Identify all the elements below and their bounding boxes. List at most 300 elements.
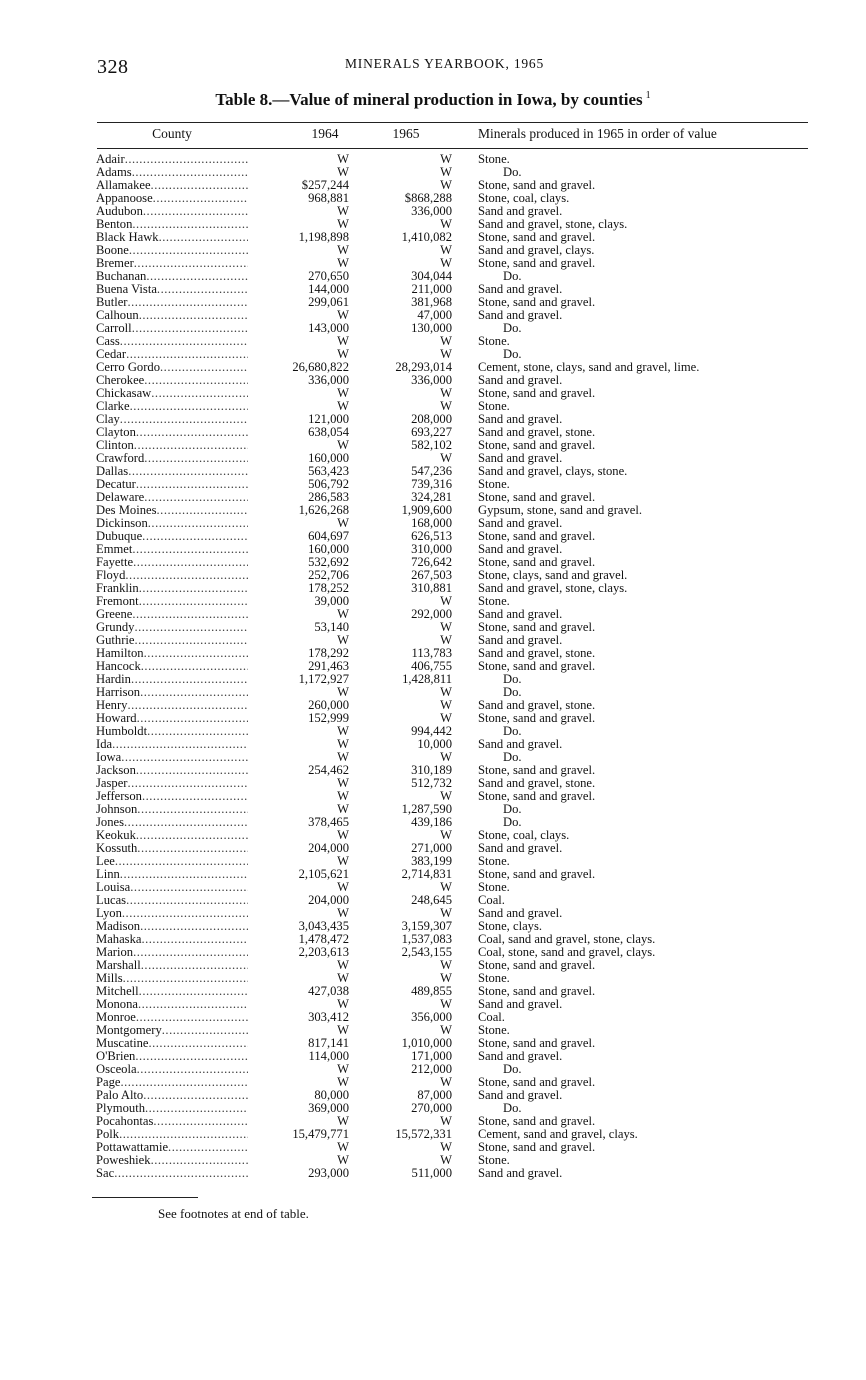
minerals-cell: Sand and gravel, stone, clays. bbox=[478, 217, 628, 231]
minerals-cell: Cement, sand and gravel, clays. bbox=[478, 1127, 638, 1141]
county-cell: Lucas ..... bbox=[96, 894, 248, 907]
page-number: 328 bbox=[97, 56, 129, 78]
minerals-cell: Coal, sand and gravel, stone, clays. bbox=[478, 932, 656, 946]
header-county: County bbox=[152, 126, 192, 141]
county-cell: Dickinson ..... bbox=[96, 517, 248, 530]
value-1964-cell: W bbox=[337, 1023, 349, 1037]
minerals-cell: Stone, sand and gravel. bbox=[478, 1114, 596, 1128]
county-cell: Harrison ..... bbox=[96, 686, 248, 699]
minerals-cell: Stone, clays. bbox=[478, 919, 543, 933]
minerals-cell: Stone. bbox=[478, 1023, 510, 1037]
county-cell: Appanoose ..... bbox=[96, 192, 248, 205]
table-row bbox=[0, 1102, 866, 1115]
value-1964-cell: W bbox=[337, 802, 349, 816]
minerals-cell: Cement, stone, clays, sand and gravel, lime. bbox=[478, 360, 700, 374]
minerals-cell: Do. bbox=[503, 347, 522, 361]
value-1965-cell: W bbox=[440, 386, 452, 400]
value-1965-cell: W bbox=[440, 217, 452, 231]
value-1965-cell: 310,189 bbox=[411, 763, 452, 777]
county-cell: Ida ..... bbox=[96, 738, 248, 751]
value-1965-cell: 336,000 bbox=[411, 204, 452, 218]
county-cell: Butler ..... bbox=[96, 296, 248, 309]
minerals-cell: Stone, sand and gravel. bbox=[478, 984, 596, 998]
table-row bbox=[0, 777, 866, 790]
table-row bbox=[0, 686, 866, 699]
table-title bbox=[0, 90, 866, 110]
value-1965-cell: 171,000 bbox=[411, 1049, 452, 1063]
county-cell: Osceola ..... bbox=[96, 1063, 248, 1076]
table-row bbox=[0, 153, 866, 166]
table-row bbox=[0, 985, 866, 998]
running-head: MINERALS YEARBOOK, 1965 bbox=[345, 56, 545, 71]
value-1964-cell: 144,000 bbox=[308, 282, 349, 296]
county-cell: Poweshiek ..... bbox=[96, 1154, 248, 1167]
value-1964-cell: W bbox=[337, 399, 349, 413]
value-1964-cell: 291,463 bbox=[308, 659, 349, 673]
value-1964-cell: 2,105,621 bbox=[298, 867, 349, 881]
minerals-cell: Stone, sand and gravel. bbox=[478, 659, 596, 673]
value-1965-cell: 310,881 bbox=[411, 581, 452, 595]
value-1964-cell: W bbox=[337, 516, 349, 530]
minerals-cell: Sand and gravel. bbox=[478, 906, 563, 920]
value-1965-cell: 439,186 bbox=[411, 815, 452, 829]
value-1965-cell: 324,281 bbox=[411, 490, 452, 504]
county-cell: Howard ..... bbox=[96, 712, 248, 725]
county-cell: Sac ..... bbox=[96, 1167, 248, 1180]
county-cell: Chickasaw ..... bbox=[96, 387, 248, 400]
county-cell: Black Hawk ..... bbox=[96, 231, 248, 244]
value-1964-cell: 299,061 bbox=[308, 295, 349, 309]
value-1964-cell: W bbox=[337, 243, 349, 257]
table-row bbox=[0, 1011, 866, 1024]
minerals-cell: Sand and gravel. bbox=[478, 1166, 563, 1180]
minerals-cell: Sand and gravel. bbox=[478, 308, 563, 322]
county-cell: Buchanan ..... bbox=[96, 270, 248, 283]
value-1965-cell: 2,714,831 bbox=[401, 867, 452, 881]
value-1965-cell: 28,293,014 bbox=[395, 360, 452, 374]
minerals-cell: Stone. bbox=[478, 971, 510, 985]
county-cell: Cedar ..... bbox=[96, 348, 248, 361]
county-cell: Carroll ..... bbox=[96, 322, 248, 335]
value-1964-cell: 260,000 bbox=[308, 698, 349, 712]
minerals-cell: Sand and gravel, stone, clays. bbox=[478, 581, 628, 595]
minerals-cell: Stone, coal, clays. bbox=[478, 828, 570, 842]
value-1965-cell: 15,572,331 bbox=[395, 1127, 452, 1141]
value-1964-cell: W bbox=[337, 165, 349, 179]
minerals-cell: Stone. bbox=[478, 477, 510, 491]
county-cell: Hardin ..... bbox=[96, 673, 248, 686]
county-cell: Cerro Gordo ..... bbox=[96, 361, 248, 374]
county-cell: Bremer ..... bbox=[96, 257, 248, 270]
value-1965-cell: 626,513 bbox=[411, 529, 452, 543]
minerals-cell: Sand and gravel. bbox=[478, 1088, 563, 1102]
minerals-cell: Stone, sand and gravel. bbox=[478, 1140, 596, 1154]
minerals-cell: Do. bbox=[503, 672, 522, 686]
table-row bbox=[0, 387, 866, 400]
county-cell: Calhoun ..... bbox=[96, 309, 248, 322]
value-1965-cell: 270,000 bbox=[411, 1101, 452, 1115]
table-row bbox=[0, 1128, 866, 1141]
value-1965-cell: W bbox=[440, 334, 452, 348]
value-1964-cell: W bbox=[337, 906, 349, 920]
minerals-cell: Stone, sand and gravel. bbox=[478, 789, 596, 803]
value-1964-cell: 532,692 bbox=[308, 555, 349, 569]
value-1965-cell: W bbox=[440, 1023, 452, 1037]
value-1964-cell: W bbox=[337, 997, 349, 1011]
value-1965-cell: W bbox=[440, 152, 452, 166]
county-cell: Keokuk ..... bbox=[96, 829, 248, 842]
minerals-cell: Sand and gravel, stone. bbox=[478, 425, 596, 439]
county-cell: Hancock ..... bbox=[96, 660, 248, 673]
value-1964-cell: W bbox=[337, 958, 349, 972]
value-1965-cell: 130,000 bbox=[411, 321, 452, 335]
county-cell: Jefferson ..... bbox=[96, 790, 248, 803]
value-1964-cell: 286,583 bbox=[308, 490, 349, 504]
value-1965-cell: 87,000 bbox=[417, 1088, 452, 1102]
value-1964-cell: 1,478,472 bbox=[298, 932, 349, 946]
value-1964-cell: 114,000 bbox=[308, 1049, 349, 1063]
value-1965-cell: 1,537,083 bbox=[401, 932, 452, 946]
minerals-cell: Sand and gravel. bbox=[478, 282, 563, 296]
county-cell: Kossuth ..... bbox=[96, 842, 248, 855]
value-1965-cell: 168,000 bbox=[411, 516, 452, 530]
value-1965-cell: 739,316 bbox=[411, 477, 452, 491]
minerals-cell: Stone, sand and gravel. bbox=[478, 490, 596, 504]
value-1964-cell: 270,650 bbox=[308, 269, 349, 283]
value-1965-cell: 582,102 bbox=[411, 438, 452, 452]
value-1964-cell: W bbox=[337, 1140, 349, 1154]
minerals-cell: Gypsum, stone, sand and gravel. bbox=[478, 503, 643, 517]
table-row bbox=[0, 946, 866, 959]
minerals-cell: Do. bbox=[503, 724, 522, 738]
county-cell: Des Moines ..... bbox=[96, 504, 248, 517]
value-1965-cell: 1,428,811 bbox=[402, 672, 452, 686]
minerals-cell: Do. bbox=[503, 1062, 522, 1076]
minerals-cell: Coal. bbox=[478, 1010, 505, 1024]
value-1965-cell: W bbox=[440, 178, 452, 192]
value-1964-cell: 638,054 bbox=[308, 425, 349, 439]
county-cell: Adams ..... bbox=[96, 166, 248, 179]
value-1965-cell: W bbox=[440, 243, 452, 257]
county-cell: Fremont ..... bbox=[96, 595, 248, 608]
county-cell: Pocahontas ..... bbox=[96, 1115, 248, 1128]
county-cell: Montgomery ..... bbox=[96, 1024, 248, 1037]
value-1964-cell: W bbox=[337, 724, 349, 738]
county-cell: Grundy ..... bbox=[96, 621, 248, 634]
county-cell: Greene ..... bbox=[96, 608, 248, 621]
table-row bbox=[0, 1141, 866, 1154]
value-1964-cell: W bbox=[337, 633, 349, 647]
value-1964-cell: W bbox=[337, 1062, 349, 1076]
value-1965-cell: 1,010,000 bbox=[401, 1036, 452, 1050]
county-cell: Marion ..... bbox=[96, 946, 248, 959]
minerals-cell: Stone. bbox=[478, 854, 510, 868]
value-1964-cell: W bbox=[337, 217, 349, 231]
header-1965: 1965 bbox=[392, 126, 420, 141]
minerals-cell: Sand and gravel. bbox=[478, 1049, 563, 1063]
county-cell: Mills ..... bbox=[96, 972, 248, 985]
value-1964-cell: 178,252 bbox=[308, 581, 349, 595]
minerals-cell: Sand and gravel. bbox=[478, 451, 563, 465]
value-1965-cell: 1,410,082 bbox=[401, 230, 452, 244]
value-1965-cell: 547,236 bbox=[411, 464, 452, 478]
table-row bbox=[0, 816, 866, 829]
value-1964-cell: W bbox=[337, 334, 349, 348]
table-row bbox=[0, 335, 866, 348]
value-1964-cell: 3,043,435 bbox=[298, 919, 349, 933]
value-1965-cell: 47,000 bbox=[417, 308, 452, 322]
value-1964-cell: 303,412 bbox=[308, 1010, 349, 1024]
minerals-cell: Sand and gravel. bbox=[478, 516, 563, 530]
value-1965-cell: W bbox=[440, 1075, 452, 1089]
value-1965-cell: 693,227 bbox=[411, 425, 452, 439]
minerals-cell: Stone. bbox=[478, 594, 510, 608]
value-1964-cell: 26,680,822 bbox=[292, 360, 349, 374]
value-1965-cell: 383,199 bbox=[411, 854, 452, 868]
county-cell: Guthrie ..... bbox=[96, 634, 248, 647]
value-1964-cell: W bbox=[337, 776, 349, 790]
footnote-rule bbox=[92, 1197, 198, 1198]
value-1965-cell: W bbox=[440, 1140, 452, 1154]
county-cell: Cass ..... bbox=[96, 335, 248, 348]
value-1965-cell: W bbox=[440, 594, 452, 608]
county-cell: Madison ..... bbox=[96, 920, 248, 933]
county-cell: Plymouth ..... bbox=[96, 1102, 248, 1115]
minerals-cell: Stone, sand and gravel. bbox=[478, 958, 596, 972]
value-1964-cell: W bbox=[337, 828, 349, 842]
minerals-cell: Sand and gravel. bbox=[478, 633, 563, 647]
table-row bbox=[0, 1167, 866, 1180]
minerals-cell: Sand and gravel. bbox=[478, 412, 563, 426]
value-1965-cell: 1,287,590 bbox=[401, 802, 452, 816]
value-1964-cell: W bbox=[337, 750, 349, 764]
table-row bbox=[0, 894, 866, 907]
minerals-cell: Sand and gravel. bbox=[478, 841, 563, 855]
minerals-cell: Do. bbox=[503, 1101, 522, 1115]
value-1965-cell: W bbox=[440, 347, 452, 361]
county-cell: Audubon ..... bbox=[96, 205, 248, 218]
county-cell: Mahaska ..... bbox=[96, 933, 248, 946]
minerals-cell: Stone. bbox=[478, 1153, 510, 1167]
minerals-cell: Sand and gravel. bbox=[478, 204, 563, 218]
value-1964-cell: 427,038 bbox=[308, 984, 349, 998]
value-1965-cell: 381,968 bbox=[411, 295, 452, 309]
value-1965-cell: W bbox=[440, 750, 452, 764]
value-1965-cell: 10,000 bbox=[417, 737, 452, 751]
table-row bbox=[0, 959, 866, 972]
minerals-cell: Sand and gravel, stone. bbox=[478, 776, 596, 790]
table-header bbox=[0, 126, 866, 144]
minerals-cell: Do. bbox=[503, 685, 522, 699]
value-1964-cell: W bbox=[337, 308, 349, 322]
county-cell: Clay ..... bbox=[96, 413, 248, 426]
value-1964-cell: 604,697 bbox=[308, 529, 349, 543]
value-1965-cell: 2,543,155 bbox=[401, 945, 452, 959]
value-1964-cell: 152,999 bbox=[308, 711, 349, 725]
county-cell: Emmet ..... bbox=[96, 543, 248, 556]
value-1964-cell: 336,000 bbox=[308, 373, 349, 387]
value-1965-cell: W bbox=[440, 711, 452, 725]
value-1964-cell: 80,000 bbox=[314, 1088, 349, 1102]
table-row bbox=[0, 738, 866, 751]
county-cell: Muscatine ..... bbox=[96, 1037, 248, 1050]
minerals-cell: Coal. bbox=[478, 893, 505, 907]
county-cell: Dallas ..... bbox=[96, 465, 248, 478]
county-cell: Benton ..... bbox=[96, 218, 248, 231]
table-top-rule bbox=[97, 122, 808, 123]
value-1965-cell: W bbox=[440, 1153, 452, 1167]
table-row bbox=[0, 205, 866, 218]
table-row bbox=[0, 1063, 866, 1076]
value-1964-cell: 506,792 bbox=[308, 477, 349, 491]
value-1964-cell: 254,462 bbox=[308, 763, 349, 777]
minerals-cell: Stone, sand and gravel. bbox=[478, 867, 596, 881]
county-cell: Boone ..... bbox=[96, 244, 248, 257]
county-cell: Crawford ..... bbox=[96, 452, 248, 465]
minerals-cell: Stone, clays, sand and gravel. bbox=[478, 568, 628, 582]
value-1965-cell: 994,442 bbox=[411, 724, 452, 738]
county-cell: Johnson ..... bbox=[96, 803, 248, 816]
minerals-cell: Stone, sand and gravel. bbox=[478, 620, 596, 634]
value-1965-cell: 310,000 bbox=[411, 542, 452, 556]
minerals-cell: Sand and gravel. bbox=[478, 607, 563, 621]
value-1964-cell: 293,000 bbox=[308, 1166, 349, 1180]
value-1965-cell: 292,000 bbox=[411, 607, 452, 621]
value-1965-cell: W bbox=[440, 1114, 452, 1128]
value-1964-cell: W bbox=[337, 1114, 349, 1128]
value-1965-cell: 271,000 bbox=[411, 841, 452, 855]
county-cell: Decatur ..... bbox=[96, 478, 248, 491]
value-1965-cell: 267,503 bbox=[411, 568, 452, 582]
minerals-cell: Stone, sand and gravel. bbox=[478, 230, 596, 244]
value-1965-cell: 336,000 bbox=[411, 373, 452, 387]
header-1964: 1964 bbox=[311, 126, 339, 141]
table-row bbox=[0, 231, 866, 244]
table-row bbox=[0, 621, 866, 634]
minerals-cell: Sand and gravel. bbox=[478, 373, 563, 387]
county-cell: Jackson ..... bbox=[96, 764, 248, 777]
value-1964-cell: 378,465 bbox=[308, 815, 349, 829]
value-1964-cell: 53,140 bbox=[314, 620, 349, 634]
county-cell: Dubuque ..... bbox=[96, 530, 248, 543]
county-cell: Delaware ..... bbox=[96, 491, 248, 504]
county-cell: Franklin ..... bbox=[96, 582, 248, 595]
minerals-cell: Sand and gravel. bbox=[478, 737, 563, 751]
minerals-cell: Sand and gravel, clays, stone. bbox=[478, 464, 628, 478]
value-1964-cell: $257,244 bbox=[301, 178, 349, 192]
value-1964-cell: W bbox=[337, 854, 349, 868]
value-1964-cell: 1,172,927 bbox=[298, 672, 349, 686]
county-cell: Humboldt ..... bbox=[96, 725, 248, 738]
value-1964-cell: 160,000 bbox=[308, 451, 349, 465]
value-1964-cell: 369,000 bbox=[308, 1101, 349, 1115]
county-cell: Lyon ..... bbox=[96, 907, 248, 920]
value-1965-cell: W bbox=[440, 698, 452, 712]
county-cell: O'Brien ..... bbox=[96, 1050, 248, 1063]
table-header-rule bbox=[97, 148, 808, 149]
county-cell: Page ..... bbox=[96, 1076, 248, 1089]
minerals-cell: Do. bbox=[503, 750, 522, 764]
minerals-cell: Stone, sand and gravel. bbox=[478, 1036, 596, 1050]
county-cell: Clinton ..... bbox=[96, 439, 248, 452]
value-1964-cell: 121,000 bbox=[308, 412, 349, 426]
footnote: See footnotes at end of table. bbox=[158, 1206, 309, 1221]
value-1964-cell: 15,479,771 bbox=[292, 1127, 349, 1141]
county-cell: Hamilton ..... bbox=[96, 647, 248, 660]
value-1965-cell: 406,755 bbox=[411, 659, 452, 673]
table-row bbox=[0, 673, 866, 686]
minerals-cell: Stone. bbox=[478, 152, 510, 166]
value-1965-cell: 3,159,307 bbox=[401, 919, 452, 933]
county-cell: Fayette ..... bbox=[96, 556, 248, 569]
value-1964-cell: 2,203,613 bbox=[298, 945, 349, 959]
minerals-cell: Sand and gravel, stone. bbox=[478, 698, 596, 712]
table-row bbox=[0, 244, 866, 257]
value-1964-cell: 160,000 bbox=[308, 542, 349, 556]
minerals-cell: Do. bbox=[503, 321, 522, 335]
minerals-cell: Stone, sand and gravel. bbox=[478, 763, 596, 777]
value-1964-cell: 968,881 bbox=[308, 191, 349, 205]
value-1965-cell: 212,000 bbox=[411, 1062, 452, 1076]
value-1964-cell: W bbox=[337, 204, 349, 218]
county-cell: Henry ..... bbox=[96, 699, 248, 712]
value-1965-cell: W bbox=[440, 633, 452, 647]
value-1965-cell: W bbox=[440, 880, 452, 894]
county-cell: Lee ..... bbox=[96, 855, 248, 868]
value-1965-cell: 208,000 bbox=[411, 412, 452, 426]
table-row bbox=[0, 699, 866, 712]
value-1965-cell: 489,855 bbox=[411, 984, 452, 998]
minerals-cell: Stone, coal, clays. bbox=[478, 191, 570, 205]
minerals-cell: Do. bbox=[503, 802, 522, 816]
minerals-cell: Do. bbox=[503, 165, 522, 179]
value-1965-cell: W bbox=[440, 971, 452, 985]
minerals-cell: Do. bbox=[503, 269, 522, 283]
county-cell: Jasper ..... bbox=[96, 777, 248, 790]
value-1965-cell: 113,783 bbox=[411, 646, 452, 660]
value-1965-cell: W bbox=[440, 906, 452, 920]
value-1965-cell: 304,044 bbox=[411, 269, 452, 283]
value-1964-cell: W bbox=[337, 256, 349, 270]
value-1964-cell: W bbox=[337, 880, 349, 894]
value-1964-cell: 39,000 bbox=[314, 594, 349, 608]
value-1964-cell: W bbox=[337, 1153, 349, 1167]
table-row bbox=[0, 166, 866, 179]
table-row bbox=[0, 582, 866, 595]
value-1965-cell: 511,000 bbox=[411, 1166, 452, 1180]
table-row bbox=[0, 374, 866, 387]
minerals-cell: Stone. bbox=[478, 334, 510, 348]
value-1965-cell: W bbox=[440, 256, 452, 270]
value-1965-cell: $868,288 bbox=[404, 191, 452, 205]
county-cell: Clayton ..... bbox=[96, 426, 248, 439]
value-1965-cell: W bbox=[440, 165, 452, 179]
value-1964-cell: W bbox=[337, 1075, 349, 1089]
minerals-cell: Sand and gravel, stone. bbox=[478, 646, 596, 660]
minerals-cell: Sand and gravel, clays. bbox=[478, 243, 595, 257]
county-cell: Adair ..... bbox=[96, 153, 248, 166]
value-1964-cell: 817,141 bbox=[308, 1036, 349, 1050]
county-cell: Pottawattamie ..... bbox=[96, 1141, 248, 1154]
minerals-cell: Coal, stone, sand and gravel, clays. bbox=[478, 945, 656, 959]
value-1964-cell: W bbox=[337, 971, 349, 985]
minerals-cell: Stone, sand and gravel. bbox=[478, 256, 596, 270]
value-1964-cell: 178,292 bbox=[308, 646, 349, 660]
value-1964-cell: W bbox=[337, 152, 349, 166]
minerals-cell: Stone. bbox=[478, 880, 510, 894]
value-1965-cell: 211,000 bbox=[411, 282, 452, 296]
value-1964-cell: W bbox=[337, 685, 349, 699]
